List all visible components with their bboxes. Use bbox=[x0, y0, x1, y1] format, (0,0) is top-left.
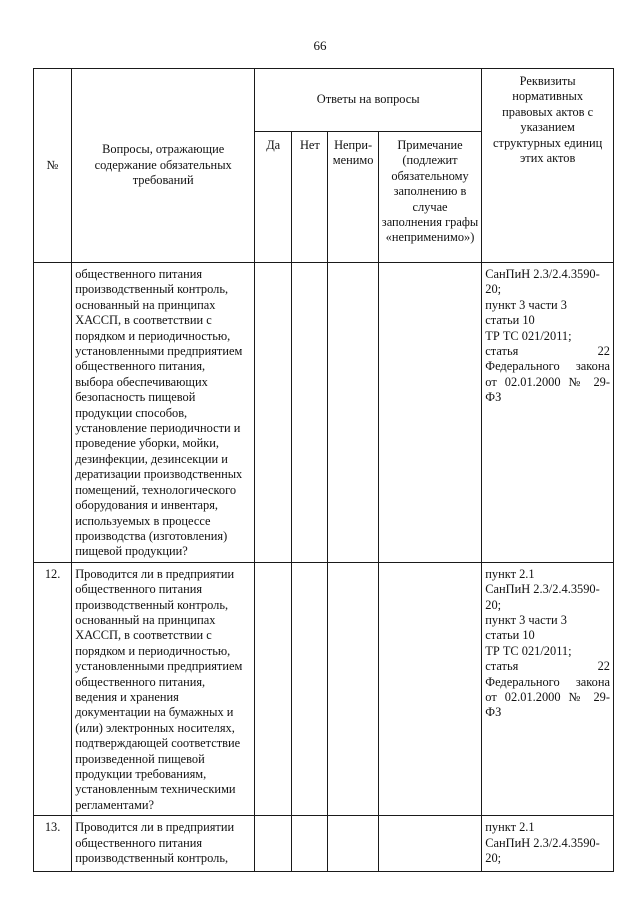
answer-na-cell[interactable] bbox=[328, 263, 378, 563]
header-answers: Ответы на вопросы bbox=[255, 69, 482, 132]
header-yes: Да bbox=[255, 132, 292, 263]
header-not-applicable: Непри- менимо bbox=[328, 132, 378, 263]
page-number: 66 bbox=[313, 38, 327, 53]
row-number: 13. bbox=[34, 816, 72, 872]
requisites-cell: пункт 2.1 СанПиН 2.3/2.4.3590- 20; пункт 3 части 3 статьи 10 ТР ТС 021/2011; статья 22 Федерального закона от 02.01.2000 № 29- ФЗ bbox=[482, 562, 614, 816]
requisites-cell: СанПиН 2.3/2.4.3590- 20; пункт 3 части 3 статьи 10 ТР ТС 021/2011; статья 22 Федерального закона от 02.01.2000 № 29- ФЗ bbox=[482, 263, 614, 563]
answer-no-cell[interactable] bbox=[292, 562, 328, 816]
question-cell: Проводится ли в предприятии общественного питания производственный контроль, bbox=[72, 816, 255, 872]
question-cell: общественного питания производственный контроль, основанный на принципах ХАССП, в соответствии с порядком и периодичностью, установленными предприятием общественного питания, выбора обеспечивающих безопасность пищевой продукции способов, установление периодичности и проведение уборки, мойки, дезинфекции, дезинсекции и дератизации производственных помещений, технологического оборудования и инвентаря, используемых в процессе производства (изготовления) пищевой продукции? bbox=[72, 263, 255, 563]
row-number: 12. bbox=[34, 562, 72, 816]
answer-yes-cell[interactable] bbox=[255, 562, 292, 816]
note-cell[interactable] bbox=[378, 263, 482, 563]
question-cell: Проводится ли в предприятии общественного питания производственный контроль, основанный на принципах ХАССП, в соответствии с порядком и периодичностью, установленными предприятием общественного питания, ведения и хранения документации на бумажных и (или) электронных носителях, подтверждающей соответствие произведенной пищевой продукции требованиям, установленным техническими регламентами? bbox=[72, 562, 255, 816]
answer-na-cell[interactable] bbox=[328, 562, 378, 816]
answer-no-cell[interactable] bbox=[292, 263, 328, 563]
row-number bbox=[34, 263, 72, 563]
table-row bbox=[34, 562, 614, 816]
answer-na-cell[interactable] bbox=[328, 816, 378, 872]
table-row bbox=[34, 816, 614, 872]
requirements-table bbox=[33, 68, 614, 872]
header-requisites: Реквизиты нормативных правовых актов с указанием структурных единиц этих актов bbox=[482, 69, 614, 263]
note-cell[interactable] bbox=[378, 816, 482, 872]
header-note: Примечание (подлежит обязательному заполнению в случае заполнения графы «неприменимо») bbox=[378, 132, 482, 263]
note-cell[interactable] bbox=[378, 562, 482, 816]
header-no: Нет bbox=[292, 132, 328, 263]
header-num: № bbox=[34, 69, 72, 263]
answer-no-cell[interactable] bbox=[292, 816, 328, 872]
requisites-cell: пункт 2.1 СанПиН 2.3/2.4.3590- 20; bbox=[482, 816, 614, 872]
table-row bbox=[34, 263, 614, 563]
answer-yes-cell[interactable] bbox=[255, 263, 292, 563]
answer-yes-cell[interactable] bbox=[255, 816, 292, 872]
header-questions: Вопросы, отражающие содержание обязательных требований bbox=[72, 69, 255, 263]
